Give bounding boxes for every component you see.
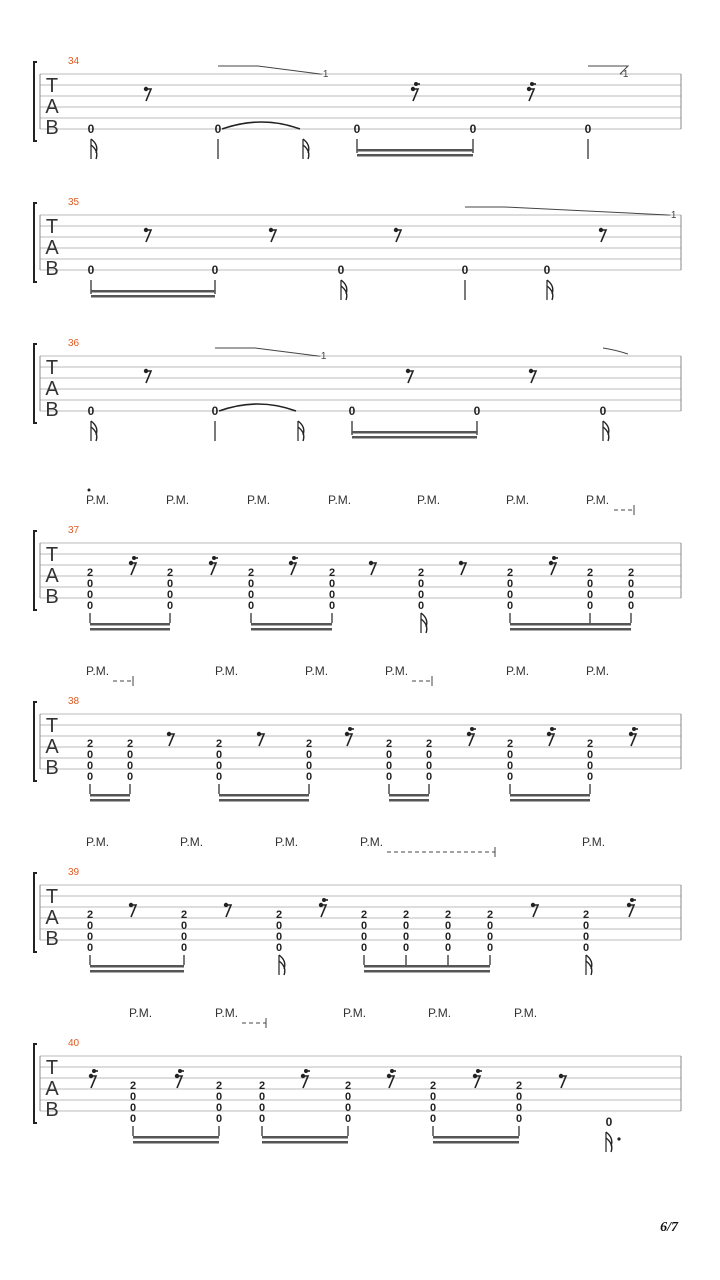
tab-clef-t: T — [45, 886, 59, 908]
tab-clef-b: B — [45, 399, 59, 421]
beam — [357, 154, 473, 157]
fret-number: 0 — [586, 589, 594, 601]
measure-number: 34 — [68, 56, 80, 67]
fret-number: 0 — [328, 600, 336, 612]
palm-mute-label: P.M. — [582, 835, 606, 849]
fret-number: 0 — [360, 942, 368, 954]
fret-number: 0 — [86, 578, 94, 590]
fret-number: 0 — [328, 578, 336, 590]
beam — [510, 799, 590, 802]
fret-number: 0 — [425, 760, 433, 772]
fret-number: 0 — [461, 263, 469, 277]
fret-number: 0 — [429, 1091, 437, 1103]
fret-number: 0 — [86, 920, 94, 932]
rest-sixteenth-dot — [549, 561, 553, 565]
fret-number: 0 — [486, 942, 494, 954]
rest-eighth-dot — [406, 369, 410, 373]
fret-number: 0 — [444, 931, 452, 943]
fret-number: 0 — [180, 942, 188, 954]
fret-number: 0 — [586, 749, 594, 761]
fret-number: 0 — [86, 749, 94, 761]
rest-sixteenth-dot — [527, 87, 531, 91]
rest-sixteenth-dot — [209, 561, 213, 565]
fret-number: 0 — [599, 404, 607, 418]
fret-number: 2 — [344, 1080, 352, 1092]
staccato-dot — [88, 489, 91, 492]
beam — [90, 799, 130, 802]
palm-mute-label: P.M. — [385, 664, 409, 678]
fret-number: 0 — [344, 1102, 352, 1114]
palm-mute-label: P.M. — [343, 1006, 367, 1020]
beam — [357, 149, 473, 152]
rest-sixteenth-dot — [629, 732, 633, 736]
rest-eighth-dot — [144, 369, 148, 373]
beam — [364, 970, 490, 973]
rest-sixteenth-dot2 — [322, 898, 326, 902]
beam — [352, 431, 477, 434]
fret-number: 0 — [180, 920, 188, 932]
note-flag — [606, 1132, 612, 1152]
rest-sixteenth-dot2 — [476, 1069, 480, 1073]
palm-mute-label: P.M. — [215, 1006, 239, 1020]
fret-number: 0 — [506, 760, 514, 772]
rest-sixteenth-dot — [89, 1074, 93, 1078]
palm-mute-label: P.M. — [417, 493, 441, 507]
fret-number: 0 — [425, 771, 433, 783]
fret-number: 2 — [86, 738, 94, 750]
beam — [91, 290, 215, 293]
rest-sixteenth-dot — [627, 903, 631, 907]
note-flag — [303, 139, 309, 159]
beam — [90, 794, 130, 797]
tab-clef-a: A — [45, 1078, 59, 1100]
fret-number: 2 — [129, 1080, 137, 1092]
fret-number: 0 — [305, 771, 313, 783]
fret-number: 0 — [506, 578, 514, 590]
fret-number: 0 — [360, 931, 368, 943]
bend-label: -1 — [667, 210, 677, 221]
palm-mute-label: P.M. — [166, 493, 190, 507]
beam — [251, 623, 332, 626]
rest-eighth-dot — [129, 903, 133, 907]
fret-number: 2 — [215, 1080, 223, 1092]
measure-number: 35 — [68, 197, 80, 208]
fret-number: 0 — [275, 942, 283, 954]
rest-eighth-dot — [144, 228, 148, 232]
beam — [510, 628, 631, 631]
rest-sixteenth-dot — [387, 1074, 391, 1078]
tie — [219, 404, 296, 411]
fret-number: 0 — [586, 600, 594, 612]
fret-number: 0 — [582, 931, 590, 943]
fret-number: 0 — [86, 931, 94, 943]
rest-sixteenth-dot2 — [470, 727, 474, 731]
fret-number: 2 — [328, 567, 336, 579]
measure-number: 36 — [68, 338, 80, 349]
fret-number: 2 — [417, 567, 425, 579]
tab-clef-b: B — [45, 757, 59, 779]
note-flag — [298, 421, 304, 441]
rest-sixteenth-dot2 — [92, 1069, 96, 1073]
rest-eighth-dot — [559, 1074, 563, 1078]
fret-number: 0 — [605, 1115, 613, 1129]
bend-label: -1 — [319, 69, 329, 80]
fret-number: 0 — [86, 771, 94, 783]
beam — [262, 1136, 348, 1139]
palm-mute-label: P.M. — [428, 1006, 452, 1020]
palm-mute-label: P.M. — [247, 493, 271, 507]
beam — [133, 1136, 219, 1139]
fret-number: 0 — [425, 749, 433, 761]
fret-number: 0 — [444, 942, 452, 954]
rest-sixteenth-dot2 — [348, 727, 352, 731]
tab-clef-b: B — [45, 1099, 59, 1121]
fret-number: 0 — [87, 404, 95, 418]
beam — [352, 436, 477, 439]
beam — [364, 965, 490, 968]
beam — [510, 794, 590, 797]
tab-clef-a: A — [45, 237, 59, 259]
fret-number: 0 — [247, 578, 255, 590]
tab-clef-a: A — [45, 96, 59, 118]
fret-number: 2 — [486, 909, 494, 921]
bend-label: -1 — [619, 69, 629, 80]
palm-mute-label: P.M. — [86, 664, 110, 678]
fret-number: 0 — [258, 1102, 266, 1114]
fret-number: 2 — [86, 909, 94, 921]
fret-number: 2 — [305, 738, 313, 750]
rest-sixteenth-dot2 — [132, 556, 136, 560]
bend-line — [465, 207, 668, 215]
fret-number: 0 — [469, 122, 477, 136]
fret-number: 0 — [353, 122, 361, 136]
fret-number: 0 — [385, 760, 393, 772]
fret-number: 0 — [214, 122, 222, 136]
fret-number: 0 — [417, 600, 425, 612]
fret-number: 0 — [86, 760, 94, 772]
note-flag — [279, 955, 285, 975]
note-flag — [603, 421, 609, 441]
tab-clef-t: T — [45, 1057, 59, 1079]
fret-number: 0 — [87, 263, 95, 277]
note-flag — [91, 139, 97, 159]
fret-number: 0 — [402, 931, 410, 943]
fret-number: 0 — [305, 760, 313, 772]
palm-mute-label: P.M. — [180, 835, 204, 849]
rest-sixteenth-dot2 — [632, 727, 636, 731]
rest-eighth-dot — [224, 903, 228, 907]
beam — [433, 1141, 519, 1144]
tab-clef-t: T — [45, 357, 59, 379]
fret-number: 2 — [180, 909, 188, 921]
fret-number: 0 — [247, 600, 255, 612]
fret-number: 0 — [215, 760, 223, 772]
rest-sixteenth-dot2 — [304, 1069, 308, 1073]
fret-number: 0 — [166, 578, 174, 590]
fret-number: 0 — [215, 1091, 223, 1103]
fret-number: 0 — [215, 1102, 223, 1114]
beam — [90, 970, 184, 973]
beam — [90, 623, 170, 626]
rest-sixteenth-dot — [175, 1074, 179, 1078]
tab-clef-a: A — [45, 565, 59, 587]
tab-clef-t: T — [45, 75, 59, 97]
rest-eighth-dot — [599, 228, 603, 232]
beam — [389, 799, 429, 802]
beam — [90, 628, 170, 631]
fret-number: 2 — [429, 1080, 437, 1092]
fret-number: 0 — [247, 589, 255, 601]
fret-number: 0 — [86, 942, 94, 954]
bend-label: -1 — [317, 351, 327, 362]
fret-number: 0 — [215, 749, 223, 761]
rest-sixteenth-dot — [547, 732, 551, 736]
tab-clef-a: A — [45, 378, 59, 400]
fret-number: 0 — [166, 600, 174, 612]
rest-sixteenth-dot2 — [630, 898, 634, 902]
fret-number: 2 — [582, 909, 590, 921]
fret-number: 0 — [582, 920, 590, 932]
fret-number: 2 — [258, 1080, 266, 1092]
rest-sixteenth-dot — [473, 1074, 477, 1078]
bend-line — [603, 348, 628, 354]
fret-number: 0 — [305, 749, 313, 761]
fret-number: 2 — [86, 567, 94, 579]
fret-number: 0 — [506, 589, 514, 601]
rest-eighth-dot — [459, 561, 463, 565]
measure-number: 37 — [68, 525, 80, 536]
rest-eighth-dot — [167, 732, 171, 736]
fret-number: 2 — [515, 1080, 523, 1092]
tab-clef-a: A — [45, 736, 59, 758]
fret-number: 0 — [258, 1113, 266, 1125]
fret-number: 0 — [344, 1113, 352, 1125]
beam — [133, 1141, 219, 1144]
palm-mute-label: P.M. — [129, 1006, 153, 1020]
fret-number: 2 — [506, 738, 514, 750]
fret-number: 2 — [126, 738, 134, 750]
fret-number: 2 — [247, 567, 255, 579]
rest-sixteenth-dot2 — [178, 1069, 182, 1073]
fret-number: 0 — [87, 122, 95, 136]
system-bracket — [34, 531, 37, 610]
fret-number: 0 — [627, 589, 635, 601]
rest-eighth-dot — [257, 732, 261, 736]
beam — [262, 1141, 348, 1144]
note-flag — [341, 280, 347, 300]
beam — [433, 1136, 519, 1139]
fret-number: 0 — [543, 263, 551, 277]
tab-clef-t: T — [45, 715, 59, 737]
rest-sixteenth-dot2 — [414, 82, 418, 86]
fret-number: 0 — [211, 263, 219, 277]
fret-number: 0 — [126, 749, 134, 761]
system-bracket — [34, 203, 37, 282]
beam — [389, 794, 429, 797]
fret-number: 0 — [417, 589, 425, 601]
bend-line — [215, 348, 318, 356]
palm-mute-label: P.M. — [86, 493, 110, 507]
rest-sixteenth-dot — [289, 561, 293, 565]
tab-clef-t: T — [45, 216, 59, 238]
tie — [222, 122, 300, 129]
fret-number: 2 — [506, 567, 514, 579]
rest-eighth-dot — [529, 369, 533, 373]
measure-number: 38 — [68, 696, 80, 707]
system-bracket — [34, 344, 37, 423]
bend-line — [218, 66, 320, 74]
fret-number: 2 — [627, 567, 635, 579]
page-number: 6/7 — [660, 1220, 678, 1235]
fret-number: 0 — [215, 1113, 223, 1125]
fret-number: 0 — [515, 1102, 523, 1114]
palm-mute-label: P.M. — [506, 493, 530, 507]
fret-number: 2 — [402, 909, 410, 921]
fret-number: 0 — [586, 578, 594, 590]
fret-number: 0 — [126, 760, 134, 772]
fret-number: 0 — [429, 1113, 437, 1125]
note-flag — [91, 421, 97, 441]
beam — [251, 628, 332, 631]
fret-number: 2 — [360, 909, 368, 921]
rest-sixteenth-dot — [319, 903, 323, 907]
fret-number: 2 — [444, 909, 452, 921]
palm-mute-label: P.M. — [86, 835, 110, 849]
fret-number: 0 — [444, 920, 452, 932]
fret-number: 0 — [166, 589, 174, 601]
rest-eighth-dot — [531, 903, 535, 907]
fret-number: 0 — [211, 404, 219, 418]
fret-number: 0 — [506, 600, 514, 612]
rest-sixteenth-dot2 — [530, 82, 534, 86]
measure-number: 39 — [68, 867, 80, 878]
tab-clef-a: A — [45, 907, 59, 929]
rest-sixteenth-dot — [345, 732, 349, 736]
beam — [90, 965, 184, 968]
beam — [510, 623, 631, 626]
fret-number: 0 — [515, 1091, 523, 1103]
palm-mute-label: P.M. — [328, 493, 352, 507]
note-flag — [586, 955, 592, 975]
fret-number: 0 — [385, 749, 393, 761]
rest-sixteenth-dot — [411, 87, 415, 91]
dotted-note-dot — [617, 1137, 620, 1140]
system-bracket — [34, 873, 37, 952]
fret-number: 0 — [586, 760, 594, 772]
rest-eighth-dot — [394, 228, 398, 232]
fret-number: 2 — [385, 738, 393, 750]
rest-eighth-dot — [144, 87, 148, 91]
rest-sixteenth-dot2 — [552, 556, 556, 560]
tab-clef-t: T — [45, 544, 59, 566]
fret-number: 0 — [627, 600, 635, 612]
fret-number: 0 — [586, 771, 594, 783]
fret-number: 0 — [402, 920, 410, 932]
fret-number: 2 — [586, 567, 594, 579]
tab-clef-b: B — [45, 928, 59, 950]
rest-eighth-dot — [269, 228, 273, 232]
palm-mute-label: P.M. — [215, 664, 239, 678]
fret-number: 0 — [328, 589, 336, 601]
fret-number: 0 — [360, 920, 368, 932]
fret-number: 0 — [627, 578, 635, 590]
fret-number: 0 — [126, 771, 134, 783]
rest-sixteenth-dot — [301, 1074, 305, 1078]
rest-eighth-dot — [369, 561, 373, 565]
measure-number: 40 — [68, 1038, 80, 1049]
tab-clef-b: B — [45, 117, 59, 139]
fret-number: 2 — [275, 909, 283, 921]
rest-sixteenth-dot2 — [550, 727, 554, 731]
fret-number: 0 — [129, 1113, 137, 1125]
fret-number: 0 — [86, 589, 94, 601]
system-bracket — [34, 62, 37, 141]
fret-number: 0 — [429, 1102, 437, 1114]
fret-number: 2 — [425, 738, 433, 750]
tab-clef-b: B — [45, 258, 59, 280]
beam — [219, 794, 309, 797]
fret-number: 0 — [584, 122, 592, 136]
fret-number: 2 — [166, 567, 174, 579]
fret-number: 0 — [385, 771, 393, 783]
fret-number: 0 — [582, 942, 590, 954]
fret-number: 0 — [86, 600, 94, 612]
fret-number: 0 — [344, 1091, 352, 1103]
tab-clef-b: B — [45, 586, 59, 608]
note-flag — [421, 613, 427, 633]
system-bracket — [34, 1044, 37, 1123]
fret-number: 0 — [417, 578, 425, 590]
rest-sixteenth-dot — [467, 732, 471, 736]
rest-sixteenth-dot — [129, 561, 133, 565]
palm-mute-label: P.M. — [275, 835, 299, 849]
fret-number: 0 — [515, 1113, 523, 1125]
rest-sixteenth-dot2 — [390, 1069, 394, 1073]
rest-sixteenth-dot2 — [212, 556, 216, 560]
fret-number: 2 — [215, 738, 223, 750]
fret-number: 0 — [258, 1091, 266, 1103]
beam — [219, 799, 309, 802]
rest-sixteenth-dot2 — [292, 556, 296, 560]
palm-mute-label: P.M. — [305, 664, 329, 678]
note-flag — [547, 280, 553, 300]
fret-number: 0 — [486, 931, 494, 943]
fret-number: 0 — [506, 749, 514, 761]
fret-number: 0 — [402, 942, 410, 954]
fret-number: 0 — [215, 771, 223, 783]
fret-number: 0 — [348, 404, 356, 418]
fret-number: 2 — [586, 738, 594, 750]
palm-mute-label: P.M. — [586, 664, 610, 678]
palm-mute-label: P.M. — [506, 664, 530, 678]
fret-number: 0 — [129, 1102, 137, 1114]
fret-number: 0 — [275, 920, 283, 932]
palm-mute-label: P.M. — [586, 493, 610, 507]
fret-number: 0 — [275, 931, 283, 943]
fret-number: 0 — [337, 263, 345, 277]
fret-number: 0 — [506, 771, 514, 783]
palm-mute-label: P.M. — [514, 1006, 538, 1020]
fret-number: 0 — [129, 1091, 137, 1103]
fret-number: 0 — [473, 404, 481, 418]
system-bracket — [34, 702, 37, 781]
fret-number: 0 — [486, 920, 494, 932]
palm-mute-label: P.M. — [360, 835, 384, 849]
beam — [91, 295, 215, 298]
fret-number: 0 — [180, 931, 188, 943]
